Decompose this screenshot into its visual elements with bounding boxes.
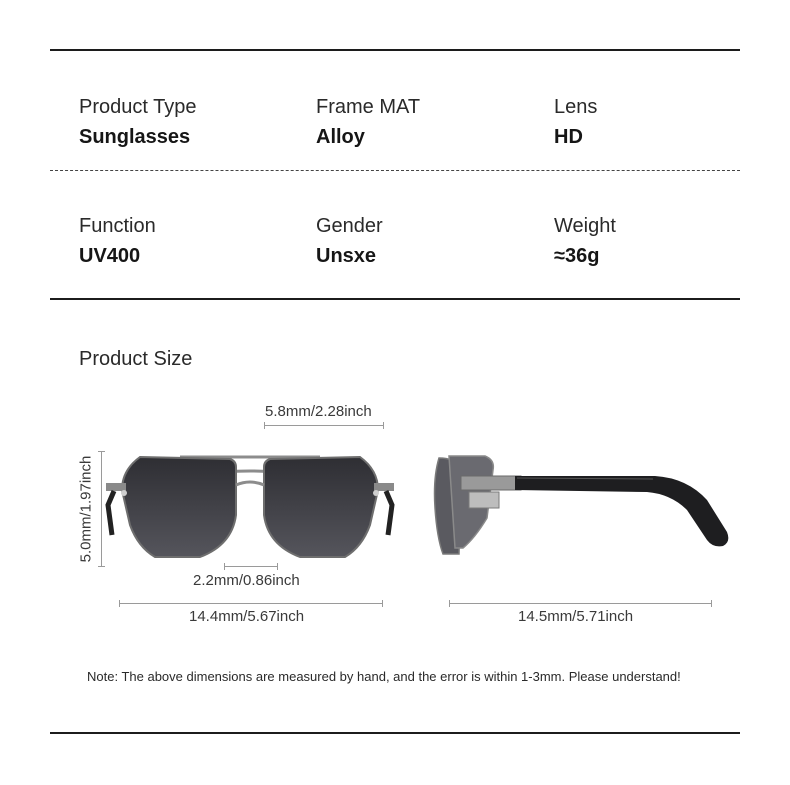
spec-label: Gender — [316, 215, 383, 237]
spec-value: Alloy — [316, 126, 365, 148]
spec-value: HD — [554, 126, 583, 148]
frame-width-dimension: 14.4mm/5.67inch — [189, 608, 305, 625]
spec-label: Frame MAT — [316, 96, 421, 118]
spec-lens — [554, 94, 597, 150]
spec-value: Unsxe — [316, 245, 377, 267]
nose-bridge-dimension: 2.2mm/0.86inch — [193, 572, 300, 589]
lens-height-label: 5.0mm/1.97inch — [77, 455, 95, 563]
measurement-note: Note: The above dimensions are measured by hand, and the error is within 1-3mm. Please understand! — [87, 669, 681, 684]
nose-bridge-dimension-line — [224, 566, 278, 567]
bridge-top-dimension-line — [264, 425, 384, 426]
spec-label: Function — [79, 215, 156, 237]
sunglasses-front-view — [100, 445, 400, 575]
spec-label: Product Type — [79, 96, 197, 118]
spec-function — [79, 213, 156, 269]
bridge-top-dimension: 5.8mm/2.28inch — [265, 403, 372, 420]
sunglasses-side-view — [425, 448, 735, 568]
spec-value: Sunglasses — [79, 126, 191, 148]
top-rule — [50, 49, 740, 51]
spec-frame-mat — [316, 94, 420, 150]
middle-rule — [50, 298, 740, 300]
bottom-rule — [50, 732, 740, 734]
frame-width-dimension-line — [119, 603, 383, 604]
spec-gender — [316, 213, 383, 269]
temple-length-dimension-line — [449, 603, 712, 604]
lens-height-dimension — [77, 450, 95, 568]
product-size-title: Product Size — [79, 348, 193, 370]
dashed-divider — [50, 170, 740, 171]
spec-value: ≈36g — [554, 245, 600, 267]
temple-length-dimension: 14.5mm/5.71inch — [518, 608, 634, 625]
spec-product-type — [79, 94, 196, 150]
spec-weight — [554, 213, 616, 269]
spec-label: Lens — [554, 96, 598, 118]
spec-value: UV400 — [79, 245, 141, 267]
spec-label: Weight — [554, 215, 616, 237]
